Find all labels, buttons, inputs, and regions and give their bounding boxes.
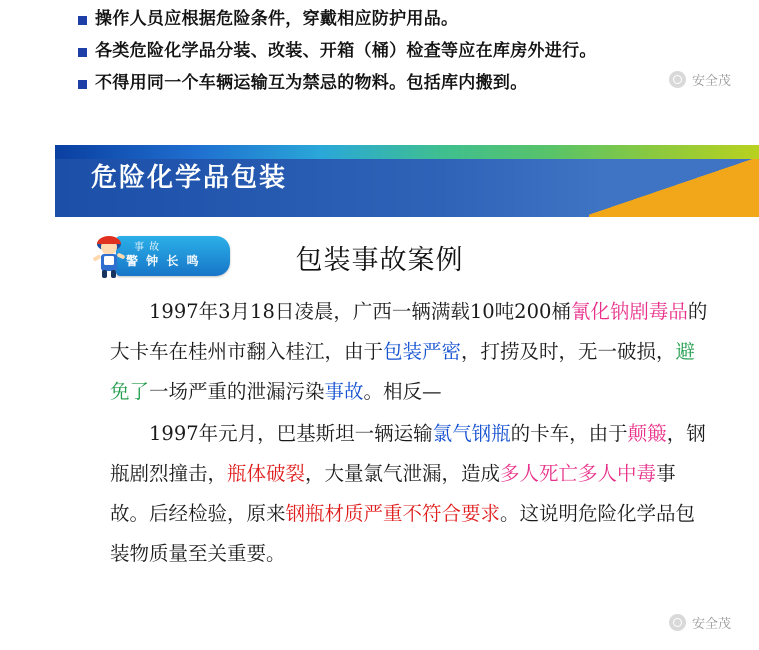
watermark-logo-icon [669, 614, 686, 631]
text-run: ，大量氯气泄漏，造成 [305, 462, 501, 485]
case-paragraph-1 [110, 292, 710, 412]
bullet-text: 各类危险化学品分装、改装、开箱（桶）检查等应在库房外进行。 [95, 40, 597, 61]
text-run: 避免了 [110, 340, 696, 403]
square-bullet-icon [78, 48, 87, 57]
case-title: 包装事故案例 [295, 245, 464, 276]
text-run: 。相反— [363, 380, 442, 403]
text-run: 1997年元月，巴基斯坦一辆运输 [149, 422, 433, 445]
top-bullet-list [0, 0, 759, 95]
text-run: 包装严密 [383, 340, 462, 363]
list-item [78, 40, 759, 63]
watermark-bottom [669, 613, 731, 632]
text-run: 的卡车，由于 [510, 422, 628, 445]
case-body [110, 292, 710, 576]
watermark-label: 安全茂 [691, 74, 731, 89]
text-run: 事故。后经检验，原来 [110, 462, 676, 525]
square-bullet-icon [78, 16, 87, 25]
text-run: 多人死亡多人中毒 [500, 462, 657, 485]
text-run: 1997年3月18日凌晨，广西一辆满载10吨200桶 [149, 300, 571, 323]
text-run: 事故 [324, 380, 364, 403]
text-run: 一场严重的泄漏污染 [149, 380, 325, 403]
bullet-text: 操作人员应根据危险条件，穿戴相应防护用品。 [95, 9, 459, 29]
text-run: 氰化钠剧毒品 [570, 300, 688, 323]
section-banner [55, 145, 759, 217]
watermark-logo-icon [669, 71, 686, 88]
page-title: 危险化学品包装 [91, 163, 288, 193]
list-item [78, 72, 759, 95]
badge-label-bottom: 警 钟 长 鸣 [126, 254, 201, 268]
text-run: ，打捞及时，无一破损， [461, 340, 676, 363]
watermark-label: 安全茂 [691, 617, 731, 632]
text-run: 的大卡车在桂州市翻入桂江，由于 [110, 300, 708, 363]
square-bullet-icon [78, 80, 87, 89]
text-run: 钢瓶材质严重不符合要求 [285, 502, 501, 525]
text-run: ，钢瓶剧烈撞击， [110, 422, 706, 485]
text-run: 。这说明危险化学品包装物质量至关重要。 [110, 502, 696, 565]
text-run: 氯气钢瓶 [432, 422, 511, 445]
list-item [78, 8, 759, 31]
case-paragraph-2 [110, 414, 710, 574]
watermark-top [669, 70, 731, 89]
badge-label-top: 事 故 [134, 242, 161, 253]
text-run: 瓶体破裂 [227, 462, 306, 485]
bullet-text: 不得用同一个车辆运输互为禁忌的物料。包括库内搬到。 [95, 72, 528, 93]
text-run: 颠簸 [627, 422, 667, 445]
